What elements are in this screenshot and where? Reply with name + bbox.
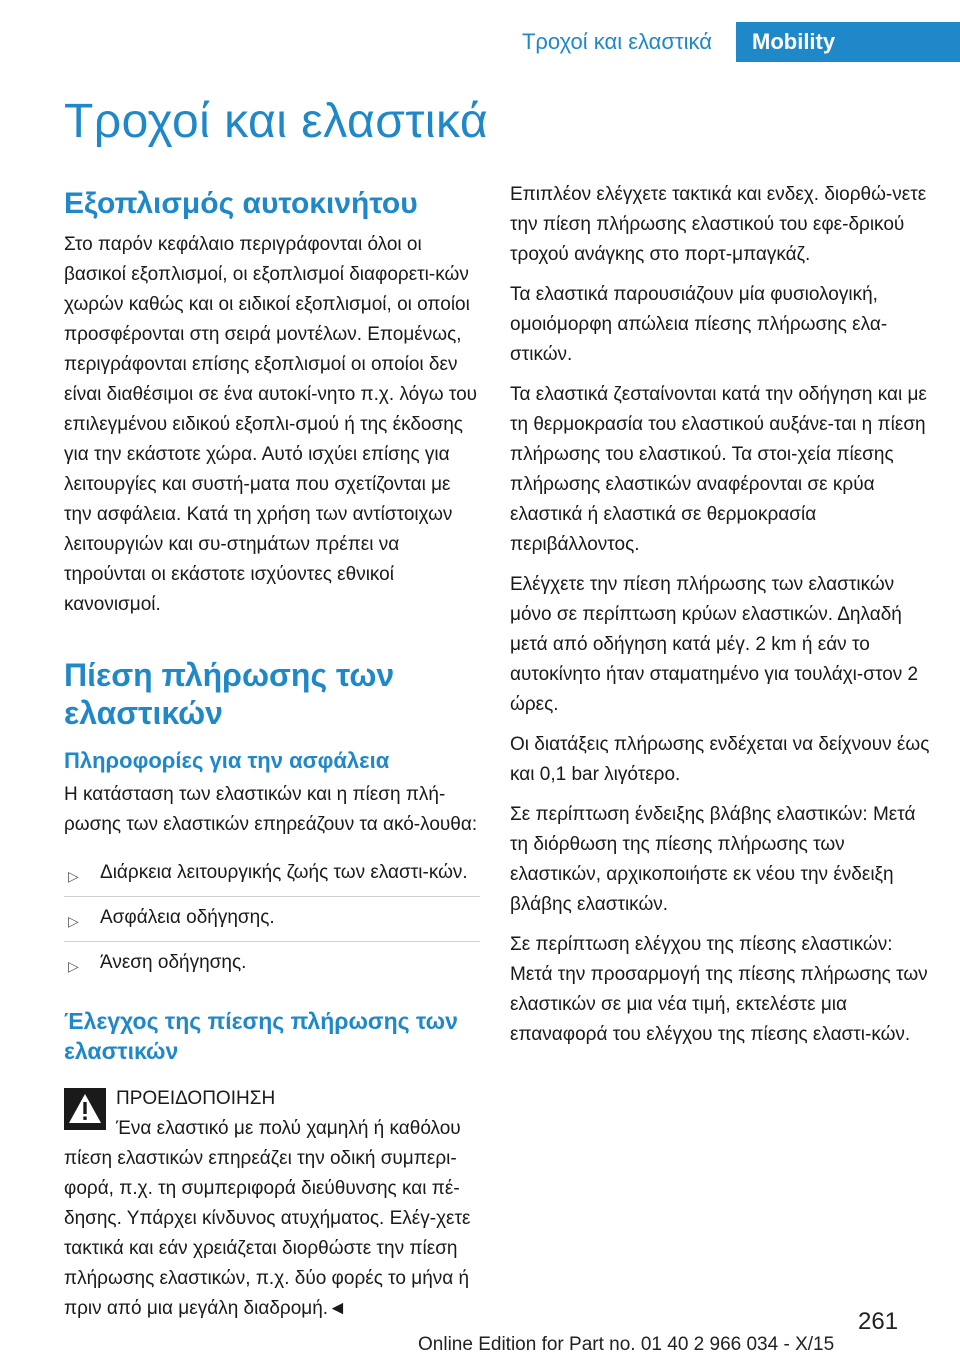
warning-icon [64, 1088, 106, 1130]
effects-list [64, 852, 480, 978]
equipment-heading: Εξοπλισμός αυτοκινήτου [64, 187, 418, 220]
list-item [64, 941, 480, 978]
equipment-text: Στο παρόν κεφάλαιο περιγράφονται όλοι οι βασικοί εξοπλισμοί, οι εξοπλισμοί διαφορετι-κών χωρών καθώς και οι ειδικοί εξοπλισμοί, οι οποίοι προσφέρονται στη σειρά μοντέλων. Επομένως, περιγράφονται επίσης εξοπλισμοί οι οποίοι δεν είναι διαθέσιμοι σε ένα αυτοκί-νητο π.χ. λόγω του επιλεγμένου ειδικού εξοπλι-σμού ή της έκδοσης για την εκάστοτε χώρα. Αυτό ισχύει επίσης για λειτουργίες και συστή-ματα που σχετίζονται με την ασφάλεια. Κατά τη χρήση των αντίστοιχων λειτουργιών και συ-στημάτων πρέπει να τηρούνται οι εκάστοτε ισχύοντες εθνικοί κανονισμοί. [64, 234, 478, 615]
right-column [510, 180, 930, 1060]
left-column [64, 180, 480, 1324]
right-paragraph: Οι διατάξεις πλήρωσης ενδέχεται να δείχνουν έως και 0,1 bar λιγότερο. [510, 734, 930, 785]
list-item-text: Άνεση οδήγησης. [100, 952, 247, 973]
warning-block [64, 1084, 480, 1324]
list-item [64, 852, 480, 888]
pressure-heading: Πίεση πλήρωσης των ελαστικών [64, 657, 395, 731]
right-paragraph: Επιπλέον ελέγχετε τακτικά και ενδεχ. διορθώ-νετε την πίεση πλήρωσης ελαστικού του εφε-δρικού τροχού ανάγκης στο πορτ-μπαγκάζ. [510, 184, 927, 265]
header-chapter-tab: Mobility [736, 22, 960, 62]
right-paragraph: Σε περίπτωση ένδειξης βλάβης ελαστικών: Μετά τη διόρθωση της πίεσης πλήρωσης των ελαστικών, αρχικοποιήστε εκ νέου την ένδειξη βλάβης ελαστικών. [510, 804, 916, 915]
list-item [64, 896, 480, 933]
footer-edition: Online Edition for Part no. 01 40 2 966 034 - X/15 [418, 1334, 835, 1355]
safety-heading: Πληροφορίες για την ασφάλεια [64, 748, 390, 773]
check-heading: Έλεγχος της πίεσης πλήρωσης των ελαστικών [64, 1008, 458, 1064]
header-bar [0, 0, 960, 62]
list-item-text: Διάρκεια λειτουργικής ζωής των ελαστι-κών. [100, 862, 468, 883]
right-paragraph: Τα ελαστικά ζεσταίνονται κατά την οδήγηση και με τη θερμοκρασία του ελαστικού αυξάνε-ται η πίεση πλήρωσης του ελαστικού. Τα στοι-χεία πίεσης πλήρωσης ελαστικών αναφέρονται σε κρύα ελαστικά ή ελαστικά σε θερμοκρασία περιβάλλοντος. [510, 384, 927, 555]
warning-text [64, 1114, 480, 1324]
list-item-text: Ασφάλεια οδήγησης. [100, 907, 275, 928]
safety-text: Η κατάσταση των ελαστικών και η πίεση πλή-ρωσης των ελαστικών επηρεάζουν τα ακό-λουθα: [64, 784, 478, 835]
right-paragraph: Σε περίπτωση ελέγχου της πίεσης ελαστικών: Μετά την προσαρμογή της πίεσης πλήρωσης των ελαστικών σε μια νέα τιμή, εκτελέστε μια επαναφορά του ελέγχου της πίεσης ελαστι-κών. [510, 934, 928, 1045]
header-section-title: Τροχοί και ελαστικά [521, 29, 713, 54]
warning-label: ΠΡΟΕΙΔΟΠΟΙΗΣΗ [116, 1088, 276, 1109]
page-title: Τροχοί και ελαστικά [64, 95, 489, 148]
triangle-bullet-icon: ▷ [68, 868, 79, 884]
page-number: 261 [858, 1308, 899, 1335]
warning-text-body: Ένα ελαστικό με πολύ χαμηλή ή καθόλου πίεση ελαστικών επηρεάζει την οδική συμπερι-φορά, π.χ. τη συμπεριφορά διεύθυνσης και πέ-δησης. Υπάρχει κίνδυνος ατυχήματος. Ελέγ-χετε τακτικά και εάν χρειάζεται διορθώστε την πίεση πλήρωσης ελαστικών, π.χ. δύο φορές το μήνα ή πριν από μια μεγάλη διαδρομή.◄ [64, 1118, 471, 1319]
right-paragraph: Ελέγχετε την πίεση πλήρωσης των ελαστικών μόνο σε περίπτωση κρύων ελαστικών. Δηλαδή μετά από οδήγηση κατά μέγ. 2 km ή εάν το αυτοκίνητο ήταν σταματημένο για τουλάχι-στον 2 ώρες. [510, 574, 919, 715]
triangle-bullet-icon: ▷ [68, 913, 79, 929]
right-paragraph: Τα ελαστικά παρουσιάζουν μία φυσιολογική, ομοιόμορφη απώλεια πίεσης πλήρωσης ελα-στικών. [510, 284, 888, 365]
triangle-bullet-icon: ▷ [68, 958, 79, 974]
